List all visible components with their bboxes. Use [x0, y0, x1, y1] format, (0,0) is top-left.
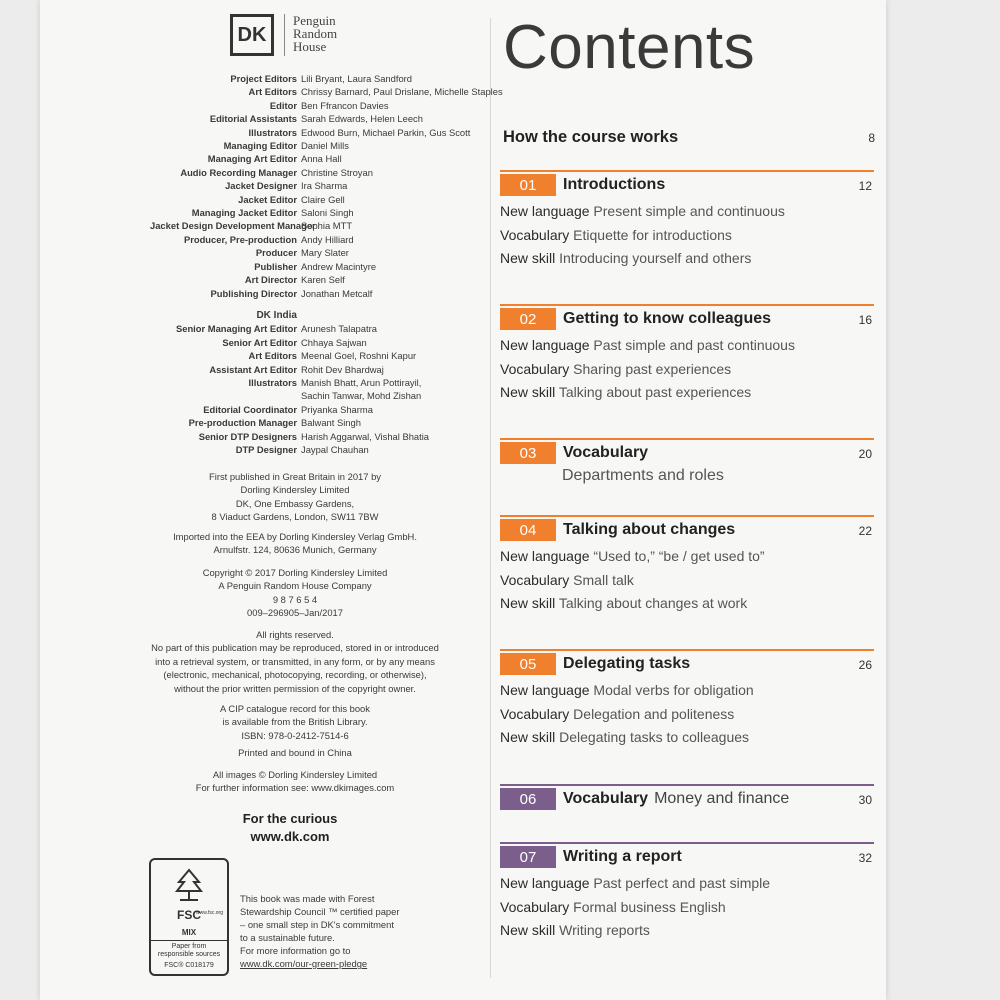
credit-row: [150, 85, 503, 98]
prh-line: Penguin: [293, 13, 336, 28]
credit-role: Managing Jacket Editor: [191, 207, 297, 219]
line-label: New language: [500, 682, 590, 698]
credit-names: Andy Hilliard: [301, 233, 354, 245]
page-number: 32: [858, 851, 872, 865]
credit-role: Audio Recording Manager: [180, 166, 297, 178]
unit-line-item: [500, 224, 874, 248]
rights-line: No part of this publication may be reproduced, stored in or introduced: [151, 642, 439, 654]
page-number: 8: [868, 131, 875, 145]
images-line: For further information see: www.dkimages.com: [195, 782, 395, 794]
unit-title-text: Writing a report: [563, 848, 682, 865]
publication-info: [140, 470, 450, 524]
line-value: Introducing yourself and others: [559, 250, 752, 266]
credit-names: Edwood Burn, Michael Parkin, Gus Scott: [301, 126, 471, 138]
imported-line: Imported into the EEA by Dorling Kindersley Verlag GmbH.: [173, 531, 417, 542]
imported-line: Arnulfstr. 124, 80636 Munich, Germany: [213, 544, 377, 556]
credit-role: Illustrators: [248, 126, 297, 138]
credit-row: [150, 139, 470, 152]
credit-role: Senior DTP Designers: [198, 430, 297, 442]
line-label: New skill: [500, 595, 556, 611]
cip-info: [140, 702, 450, 742]
credit-row: [150, 287, 470, 300]
tagline: For the curious: [242, 811, 338, 826]
uk-credits: [150, 72, 503, 300]
unit-title-text: Getting to know colleagues: [563, 310, 772, 327]
unit-lines: [500, 872, 874, 943]
credit-row: [150, 336, 470, 349]
line-label: New skill: [500, 384, 556, 400]
line-value: Writing reports: [559, 922, 650, 938]
line-label: New skill: [500, 250, 556, 266]
line-label: Vocabulary: [500, 360, 570, 377]
line-value: Small talk: [573, 571, 634, 588]
unit-line-item: [500, 872, 874, 896]
credit-role: Art Editors: [248, 86, 297, 98]
credit-names: Meenal Goel, Roshni Kapur: [301, 350, 417, 362]
credit-role: Producer: [255, 247, 297, 259]
how-course-works-label: How the course works: [503, 128, 679, 146]
line-label: New language: [500, 548, 590, 564]
copyright-line: 9 8 7 6 5 4: [272, 593, 318, 605]
unit-line-item: [500, 200, 874, 224]
credit-role: Senior Art Editor: [222, 336, 297, 348]
unit-lines: [500, 200, 874, 271]
line-value: Delegating tasks to colleagues: [559, 729, 750, 745]
credit-row: [150, 206, 470, 219]
unit-subtitle: Money and finance: [654, 790, 790, 807]
for-the-curious: [180, 810, 400, 846]
credit-role: Art Editors: [248, 350, 297, 362]
prh-line: House: [293, 39, 327, 54]
page-number: 26: [858, 658, 872, 672]
credit-names: Rohit Dev Bhardwaj: [301, 363, 384, 375]
credit-role: Managing Art Editor: [207, 153, 297, 165]
unit-subline: Departments and roles: [562, 467, 724, 484]
credit-names: Karen Self: [301, 274, 345, 286]
green-line: – one small step in DK's commitment: [240, 919, 394, 930]
printed-line: Printed and bound in China: [238, 747, 352, 758]
logo-separator: [284, 14, 285, 56]
green-line: This book was made with Forest: [240, 893, 375, 904]
line-label: New language: [500, 203, 590, 219]
unit-number-badge: 05: [500, 653, 556, 675]
credit-role: Editorial Coordinator: [203, 403, 297, 415]
credit-role: Jacket Editor: [238, 193, 297, 205]
credit-names: Andrew Macintyre: [301, 260, 377, 272]
unit-02[interactable]: [500, 304, 874, 405]
credit-names: Christine Stroyan: [301, 166, 373, 178]
unit-01[interactable]: [500, 170, 874, 271]
unit-lines: [500, 679, 874, 750]
credit-names: Sophia MTT: [301, 220, 353, 232]
publication-line: First published in Great Britain in 2017 by: [209, 471, 381, 482]
fsc-url: www.fsc.org: [196, 910, 223, 916]
credit-role: Editor: [269, 99, 297, 111]
cip-line: is available from the British Library.: [222, 716, 368, 728]
unit-title-text: Vocabulary: [563, 790, 649, 807]
credit-role: Publisher: [254, 260, 297, 272]
penguin-random-house-logo: [293, 14, 337, 53]
rights-line: (electronic, mechanical, photocopying, recording, or otherwise),: [163, 669, 427, 681]
unit-header: [500, 170, 874, 196]
how-course-works-row[interactable]: [503, 128, 875, 147]
credit-role: Art Director: [244, 274, 297, 286]
line-value: Delegation and politeness: [573, 705, 735, 722]
rights-line: without the prior written permission of the copyright owner.: [174, 682, 416, 694]
credit-role: DTP Designer: [235, 443, 297, 455]
unit-number-badge: 07: [500, 846, 556, 868]
credit-row: [150, 430, 470, 443]
unit-line-item: [500, 896, 874, 920]
credit-role: Illustrators: [248, 376, 297, 388]
unit-title-text: Delegating tasks: [563, 655, 691, 672]
page-number: 16: [858, 313, 872, 327]
fsc-name: FSC: [177, 908, 201, 922]
green-line[interactable]: www.dk.com/our-green-pledge: [240, 958, 368, 969]
credit-role: Producer, Pre-production: [183, 233, 297, 245]
green-line: Stewardship Council ™ certified paper: [240, 906, 400, 917]
credit-row: [150, 72, 470, 85]
page-number: 30: [858, 793, 872, 807]
fsc-code: FSC® C018179: [164, 962, 214, 969]
credit-row: [150, 322, 470, 335]
credit-names: Mary Slater: [301, 247, 349, 259]
credit-row: [150, 112, 470, 125]
unit-header: [500, 304, 874, 330]
line-value: Present simple and continuous: [593, 203, 785, 219]
line-value: Past perfect and past simple: [593, 875, 771, 891]
unit-header: [500, 842, 874, 868]
line-label: New skill: [500, 922, 556, 938]
line-value: Sharing past experiences: [573, 360, 732, 377]
credit-row: [150, 349, 470, 362]
credit-names: Ira Sharma: [301, 180, 348, 192]
page-title: Contents: [503, 13, 756, 82]
green-line: For more information go to: [240, 945, 351, 956]
unit-title: [556, 655, 690, 673]
unit-line-item: [500, 919, 874, 943]
unit-title: [556, 790, 789, 808]
credit-names: Sachin Tanwar, Mohd Zishan: [301, 390, 422, 402]
line-label: Vocabulary: [500, 571, 570, 588]
line-label: New language: [500, 337, 590, 353]
credit-row: [150, 246, 470, 259]
unit-number-badge: 02: [500, 308, 556, 330]
fsc-mix: MIX: [181, 928, 197, 937]
credit-row: [150, 166, 470, 179]
rights-info: [140, 628, 450, 695]
india-credits: [150, 322, 470, 456]
copyright-line: A Penguin Random House Company: [218, 580, 372, 592]
unit-04[interactable]: [500, 515, 874, 616]
unit-lines: [500, 334, 874, 405]
credit-row: [150, 99, 470, 112]
cip-line: ISBN: 978-0-2412-7514-6: [241, 729, 349, 741]
images-line: All images © Dorling Kindersley Limited: [212, 769, 378, 780]
line-label: New language: [500, 875, 590, 891]
credit-names: Jaypal Chauhan: [301, 443, 369, 455]
cip-line: A CIP catalogue record for this book: [220, 703, 370, 714]
credit-names: Priyanka Sharma: [301, 403, 373, 415]
credit-row: [150, 152, 470, 165]
unit-line-item: [500, 381, 874, 405]
credit-names: Sarah Edwards, Helen Leech: [301, 113, 423, 125]
credit-names: Chhaya Sajwan: [301, 336, 367, 348]
page-number: 12: [858, 179, 872, 193]
unit-06[interactable]: [500, 784, 874, 814]
fsc-logo: [149, 858, 229, 976]
credit-row: [150, 260, 470, 273]
unit-title: [556, 521, 735, 539]
line-value: “Used to,” “be / get used to”: [593, 548, 765, 564]
credit-role: Project Editors: [230, 73, 297, 84]
unit-title: [556, 848, 682, 866]
green-pledge: [240, 892, 440, 970]
unit-number-badge: 01: [500, 174, 556, 196]
credit-role: Jacket Designer: [225, 180, 297, 192]
fsc-tree-icon: [169, 866, 209, 906]
unit-line-item: [500, 569, 874, 593]
credit-names: Manish Bhatt, Arun Pottirayil,: [301, 376, 422, 388]
page-number: 22: [858, 524, 872, 538]
credit-row: [150, 403, 470, 416]
credit-role: Assistant Art Editor: [209, 363, 297, 375]
green-line: to a sustainable future.: [240, 932, 335, 943]
credit-role: Jacket Design Development Manager: [150, 220, 316, 232]
line-value: Talking about past experiences: [558, 384, 752, 400]
credit-names: Daniel Mills: [301, 140, 349, 152]
dk-india-label: DK India: [256, 309, 297, 321]
unit-line-item: [500, 358, 874, 382]
unit-title-text: Introductions: [563, 176, 666, 193]
prh-line: Random: [293, 26, 338, 41]
unit-05[interactable]: [500, 649, 874, 750]
import-info: [140, 530, 450, 557]
credit-row: [150, 219, 470, 232]
publication-line: DK, One Embassy Gardens,: [235, 497, 355, 509]
unit-title: [556, 444, 648, 462]
credit-role: Pre-production Manager: [188, 417, 297, 429]
unit-title: [556, 176, 665, 194]
credit-row: [150, 193, 470, 206]
credit-row: [150, 273, 470, 286]
publication-line: 8 Viaduct Gardens, London, SW11 7BW: [211, 511, 379, 523]
line-value: Formal business English: [573, 898, 726, 915]
credit-role: Publishing Director: [210, 287, 297, 299]
images-info: [140, 768, 450, 795]
credit-names: Ben Ffrancon Davies: [301, 99, 389, 111]
copyright-line: 009–296905–Jan/2017: [247, 607, 343, 619]
line-label: Vocabulary: [500, 898, 570, 915]
page-divider: [490, 18, 491, 978]
rights-line: All rights reserved.: [256, 629, 334, 640]
copyright-info: [140, 566, 450, 620]
unit-number-badge: 04: [500, 519, 556, 541]
copyright-line: Copyright © 2017 Dorling Kindersley Limited: [202, 567, 388, 578]
unit-line-item: [500, 679, 874, 703]
unit-lines: [500, 545, 874, 616]
credit-role: Senior Managing Art Editor: [175, 323, 297, 335]
credit-names: Jonathan Metcalf: [301, 287, 373, 299]
unit-header: [500, 438, 874, 464]
unit-line-item: [500, 247, 874, 271]
credit-role: Managing Editor: [223, 140, 297, 152]
credit-row: [150, 376, 470, 389]
line-label: Vocabulary: [500, 226, 570, 243]
unit-title: [556, 310, 771, 328]
unit-03[interactable]: [500, 438, 874, 492]
rights-line: into a retrieval system, or transmitted, in any form, or by any means: [155, 655, 435, 667]
line-value: Modal verbs for obligation: [593, 682, 754, 698]
credit-row: [150, 126, 470, 139]
credit-names: Saloni Singh: [301, 207, 354, 219]
unit-line-item: [500, 726, 874, 750]
dk-india-heading: [150, 308, 470, 322]
line-label: Vocabulary: [500, 705, 570, 722]
page-number: 20: [858, 447, 872, 461]
website-link[interactable]: www.dk.com: [250, 829, 330, 844]
unit-header: [500, 784, 874, 810]
unit-line-item: [500, 592, 874, 616]
credit-row: [150, 443, 470, 456]
credit-names: Claire Gell: [301, 193, 345, 205]
line-value: Talking about changes at work: [558, 595, 748, 611]
credit-row: [150, 416, 470, 429]
dk-logo: DK: [230, 14, 274, 56]
line-label: New skill: [500, 729, 556, 745]
unit-title-text: Talking about changes: [563, 521, 736, 538]
credit-names: Anna Hall: [301, 153, 342, 165]
unit-header: [500, 649, 874, 675]
credit-names: Chrissy Barnard, Paul Drislane, Michelle Staples: [301, 86, 503, 98]
credit-row: [150, 389, 470, 402]
credit-names: Harish Aggarwal, Vishal Bhatia: [301, 430, 430, 442]
publisher-logo: [230, 14, 337, 60]
credit-row: [150, 363, 470, 376]
printed-info: [140, 746, 450, 759]
publication-line: Dorling Kindersley Limited: [240, 484, 350, 496]
unit-line-item: [500, 545, 874, 569]
line-value: Etiquette for introductions: [573, 226, 732, 243]
unit-number-badge: 03: [500, 442, 556, 464]
credit-role: Editorial Assistants: [209, 113, 297, 125]
credit-names: Lili Bryant, Laura Sandford: [301, 73, 413, 84]
credit-row: [150, 179, 470, 192]
unit-line-item: [500, 703, 874, 727]
unit-line-item: [500, 334, 874, 358]
fsc-paper: Paper from: [151, 940, 227, 951]
credits-list: [150, 72, 503, 456]
unit-07[interactable]: [500, 842, 874, 943]
unit-header: [500, 515, 874, 541]
credit-names: Arunesh Talapatra: [301, 323, 377, 335]
unit-title-text: Vocabulary: [563, 444, 649, 461]
line-value: Past simple and past continuous: [593, 337, 795, 353]
credit-names: Balwant Singh: [301, 417, 361, 429]
fsc-sources: responsible sources: [157, 951, 221, 958]
unit-number-badge: 06: [500, 788, 556, 810]
credit-row: [150, 233, 470, 246]
